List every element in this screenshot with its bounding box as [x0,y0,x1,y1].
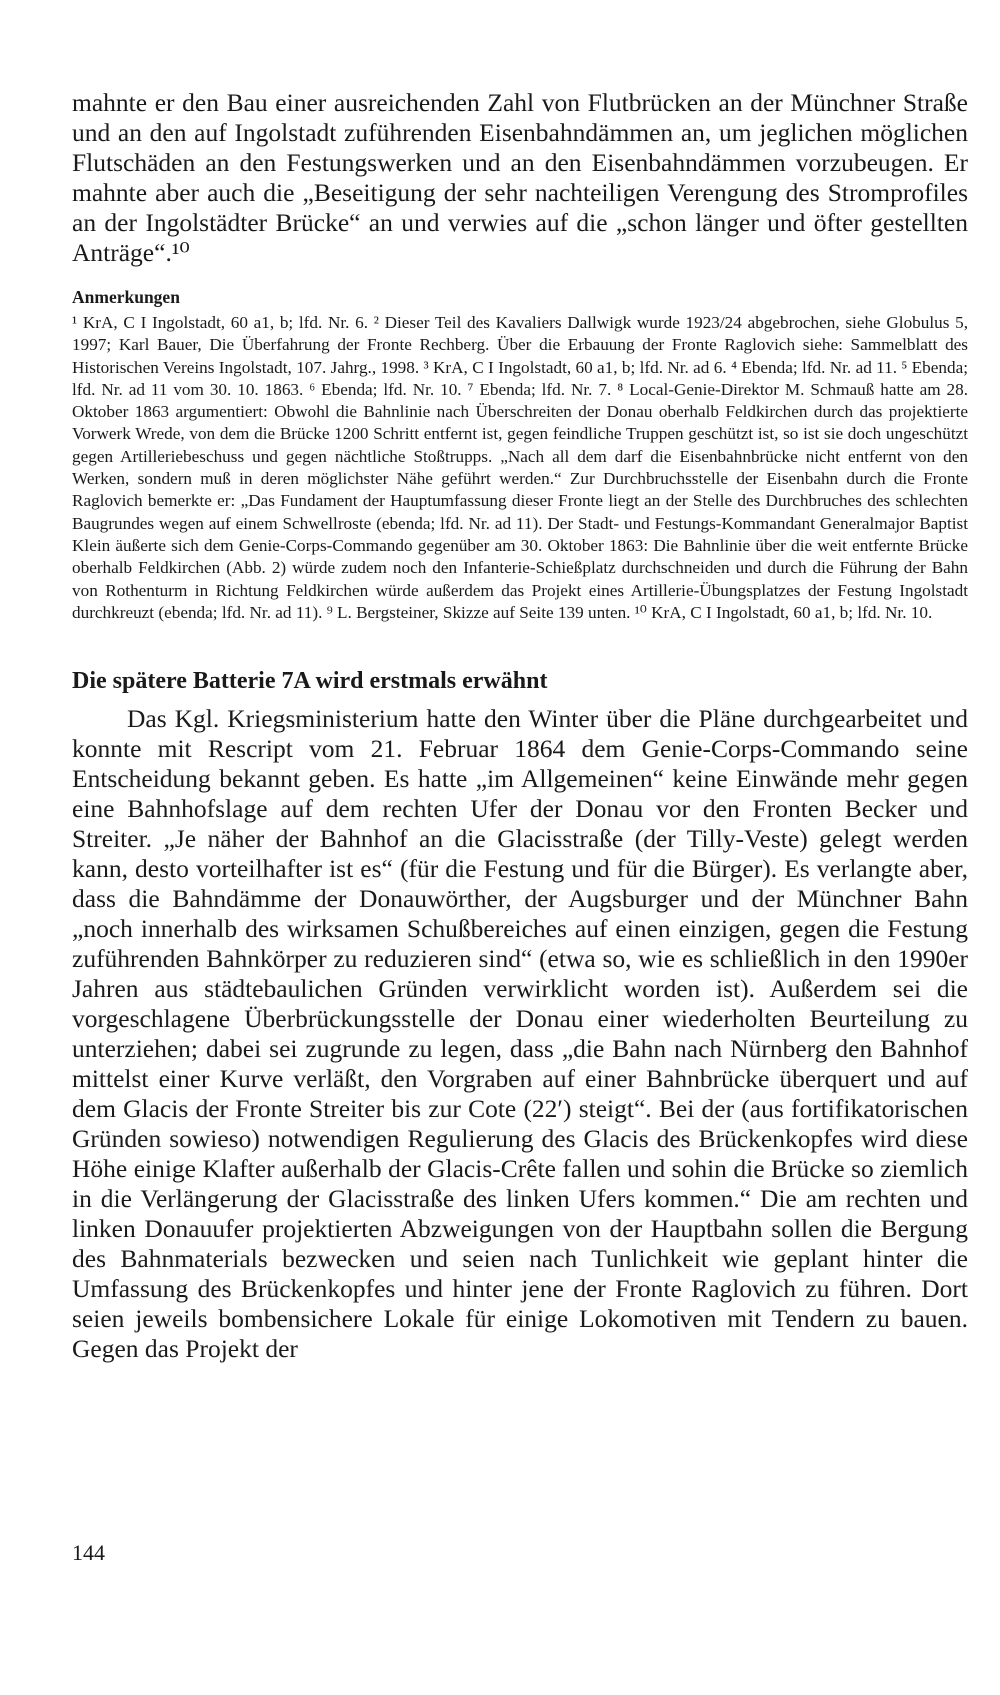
section-paragraph: Das Kgl. Kriegsministerium hatte den Winter über die Pläne durchgearbeitet und konnte mit Rescript vom 21. Februar 1864 dem Genie-Corps-Commando seine Entscheidung bekannt geben. Es hatte „im Allgemeinen“ keine Einwände mehr gegen eine Bahnhofslage auf dem rechten Ufer der Donau vor den Fronten Becker und Streiter. „Je näher der Bahnhof an die Glacisstraße (der Tilly-Veste) gelegt werden kann, desto vorteilhafter ist es“ (für die Festung und für die Bürger). Es verlangte aber, dass die Bahndämme der Donauwörther, der Augsburger und der Münchner Bahn „noch innerhalb des wirksamen Schußbereiches auf einen einzigen, gegen die Festung zuführenden Bahnkörper zu reduzieren sind“ (etwa so, wie es schließlich in den 1990er Jahren aus städtebaulichen Gründen verwirklicht worden ist). Außerdem sei die vorgeschlagene Überbrückungsstelle der Donau einer wiederholten Beurteilung zu unterziehen; dabei sei zugrunde zu legen, dass „die Bahn nach Nürnberg den Bahnhof mittelst einer Kurve verläßt, den Vorgraben auf einer Bahnbrücke überquert und auf dem Glacis der Fronte Streiter bis zur Cote (22′) steigt“. Bei der (aus fortifikatorischen Gründen sowieso) notwendigen Regulierung des Glacis des Brückenkopfes wird diese Höhe einige Klafter außerhalb der Glacis-Crête fallen und sohin die Brücke so ziemlich in die Verlängerung der Glacisstraße des linken Ufers kommen.“ Die am rechten und linken Donauufer projektierten Abzweigungen von der Hauptbahn sollen die Bergung des Bahnmaterials bezwecken und seien nach Tunlichkeit wie geplant hinter die Umfassung des Brückenkopfes und hinter jene der Fronte Raglovich zu führen. Dort seien jeweils bombensichere Lokale für einige Lokomotiven mit Tendern zu bauen. Gegen das Projekt der [72,704,968,1364]
notes-heading: Anmerkungen [72,287,180,307]
intro-paragraph: mahnte er den Bau einer ausreichenden Zahl von Flutbrücken an der Münchner Straße und an den auf Ingolstadt zuführenden Eisenbahndämmen an, um jeglichen möglichen Flutschäden an den Festungswerken und an den Eisenbahndämmen vorzubeugen. Er mahnte aber auch die „Beseitigung der sehr nachteiligen Verengung des Stromprofiles an der Ingolstädter Brücke“ an und verwies auf die „schon länger und öfter gestellten Anträge“.¹⁰ [72,88,968,267]
footnotes: ¹ KrA, C I Ingolstadt, 60 a1, b; lfd. Nr. 6. ² Dieser Teil des Kavaliers Dallwigk wurde 1923/24 abgebrochen, siehe Globulus 5, 1997; Karl Bauer, Die Überfahrung der Fronte Rechberg. Über die Erbauung der Fronte Raglovich siehe: Sammelblatt des Historischen Vereins Ingolstadt, 107. Jahrg., 1998. ³ KrA, C I Ingolstadt, 60 a1, b; lfd. Nr. ad 6. ⁴ Ebenda; lfd. Nr. ad 11. ⁵ Ebenda; lfd. Nr. ad 11 vom 30. 10. 1863. ⁶ Ebenda; lfd. Nr. 10. ⁷ Ebenda; lfd. Nr. 7. ⁸ Local-Genie-Direktor M. Schmauß hatte am 28. Oktober 1863 argumentiert: Obwohl die Bahnlinie nach Überschreiten der Donau oberhalb Feldkirchen durch das projektierte Vorwerk Wrede, von dem die Brücke 1200 Schritt entfernt ist, gegen feindliche Truppen geschützt ist, so ist sie doch ungeschützt gegen Artilleriebeschuss und gegen nächtliche Stoßtrupps. „Nach all dem darf die Eisenbahnbrücke nicht entfernt von den Werken, sondern muß in deren möglichster Nähe geführt werden.“ Zur Durchbruchsstelle der Eisenbahn durch die Fronte Raglovich bemerkte er: „Das Fundament der Hauptumfassung dieser Fronte liegt an der Stelle des Durchbruches des schlechten Baugrundes wegen auf einem Schwellroste (ebenda; lfd. Nr. ad 11). Der Stadt- und Festungs-Kommandant Generalmajor Baptist Klein äußerte sich dem Genie-Corps-Commando gegenüber am 30. Oktober 1863: Die Bahnlinie über die weit entfernte Brücke oberhalb Feldkirchen (Abb. 2) würde zudem noch den Infanterie-Schießplatz durchschneiden und durch die Führung der Bahn von Rothenturm in Richtung Feldkirchen würde außerdem das Projekt eines Artillerie-Übungsplatzes der Festung Ingolstadt durchkreuzt (ebenda; lfd. Nr. ad 11). ⁹ L. Bergsteiner, Skizze auf Seite 139 unten. ¹⁰ KrA, C I Ingolstadt, 60 a1, b; lfd. Nr. 10. [72,313,968,622]
page-number: 144 [72,1540,105,1565]
page-content [72,88,968,1364]
section-heading: Die spätere Batterie 7A wird erstmals erwähnt [72,668,548,695]
